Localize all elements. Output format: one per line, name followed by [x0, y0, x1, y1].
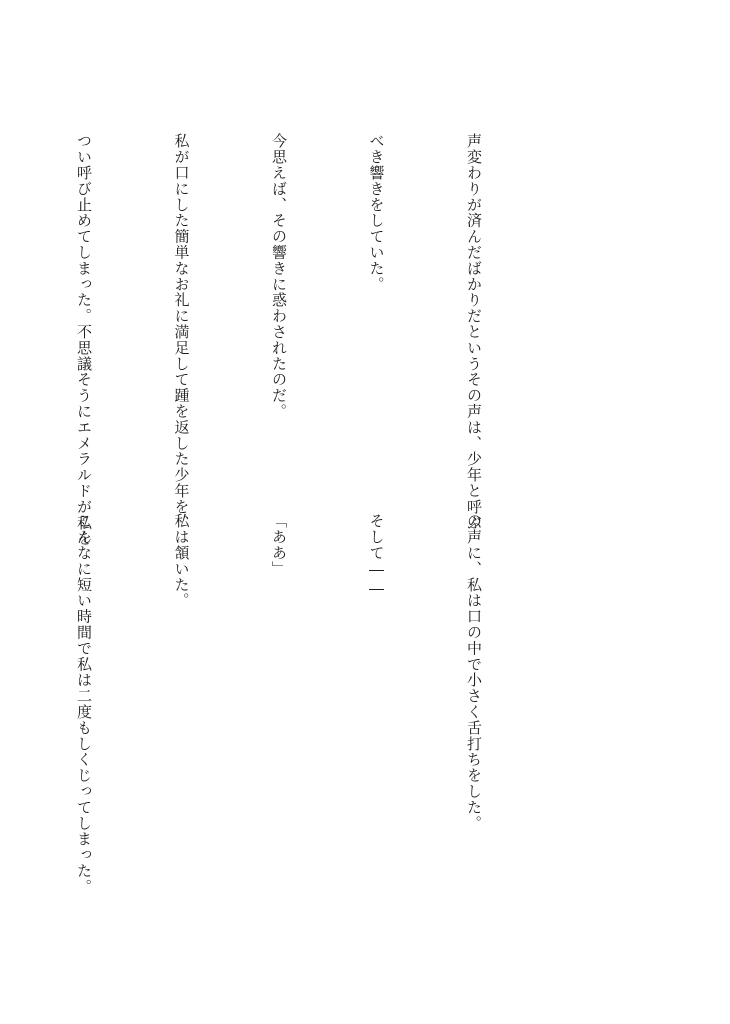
text-line: 私は頷いた。	[172, 513, 191, 609]
text-line: 声変わりが済んだばかりだというその声は、少年と呼ぶ	[465, 133, 483, 531]
text-line: の声に、私は口の中で小さく舌打ちをした。	[465, 513, 483, 831]
text-block-bottom	[0, 513, 555, 895]
text-line	[0, 133, 3, 493]
text-line: そして――	[367, 513, 386, 599]
text-line: 私が口にした簡単なお礼に満足して踵を返した少年を、	[172, 133, 191, 531]
text-line: 「ああ」	[270, 513, 288, 577]
text-line: こんなに短い時間で私は二度もしくじってしまった。	[75, 513, 93, 895]
text-line: べき響きをしていた。	[367, 133, 386, 292]
text-line	[0, 513, 3, 883]
text-line: つい呼び止めてしまった。不思議そうにエメラルドが私を	[75, 133, 93, 547]
text-line: 今思えば、その響きに惑わされたのだ。	[270, 133, 288, 420]
